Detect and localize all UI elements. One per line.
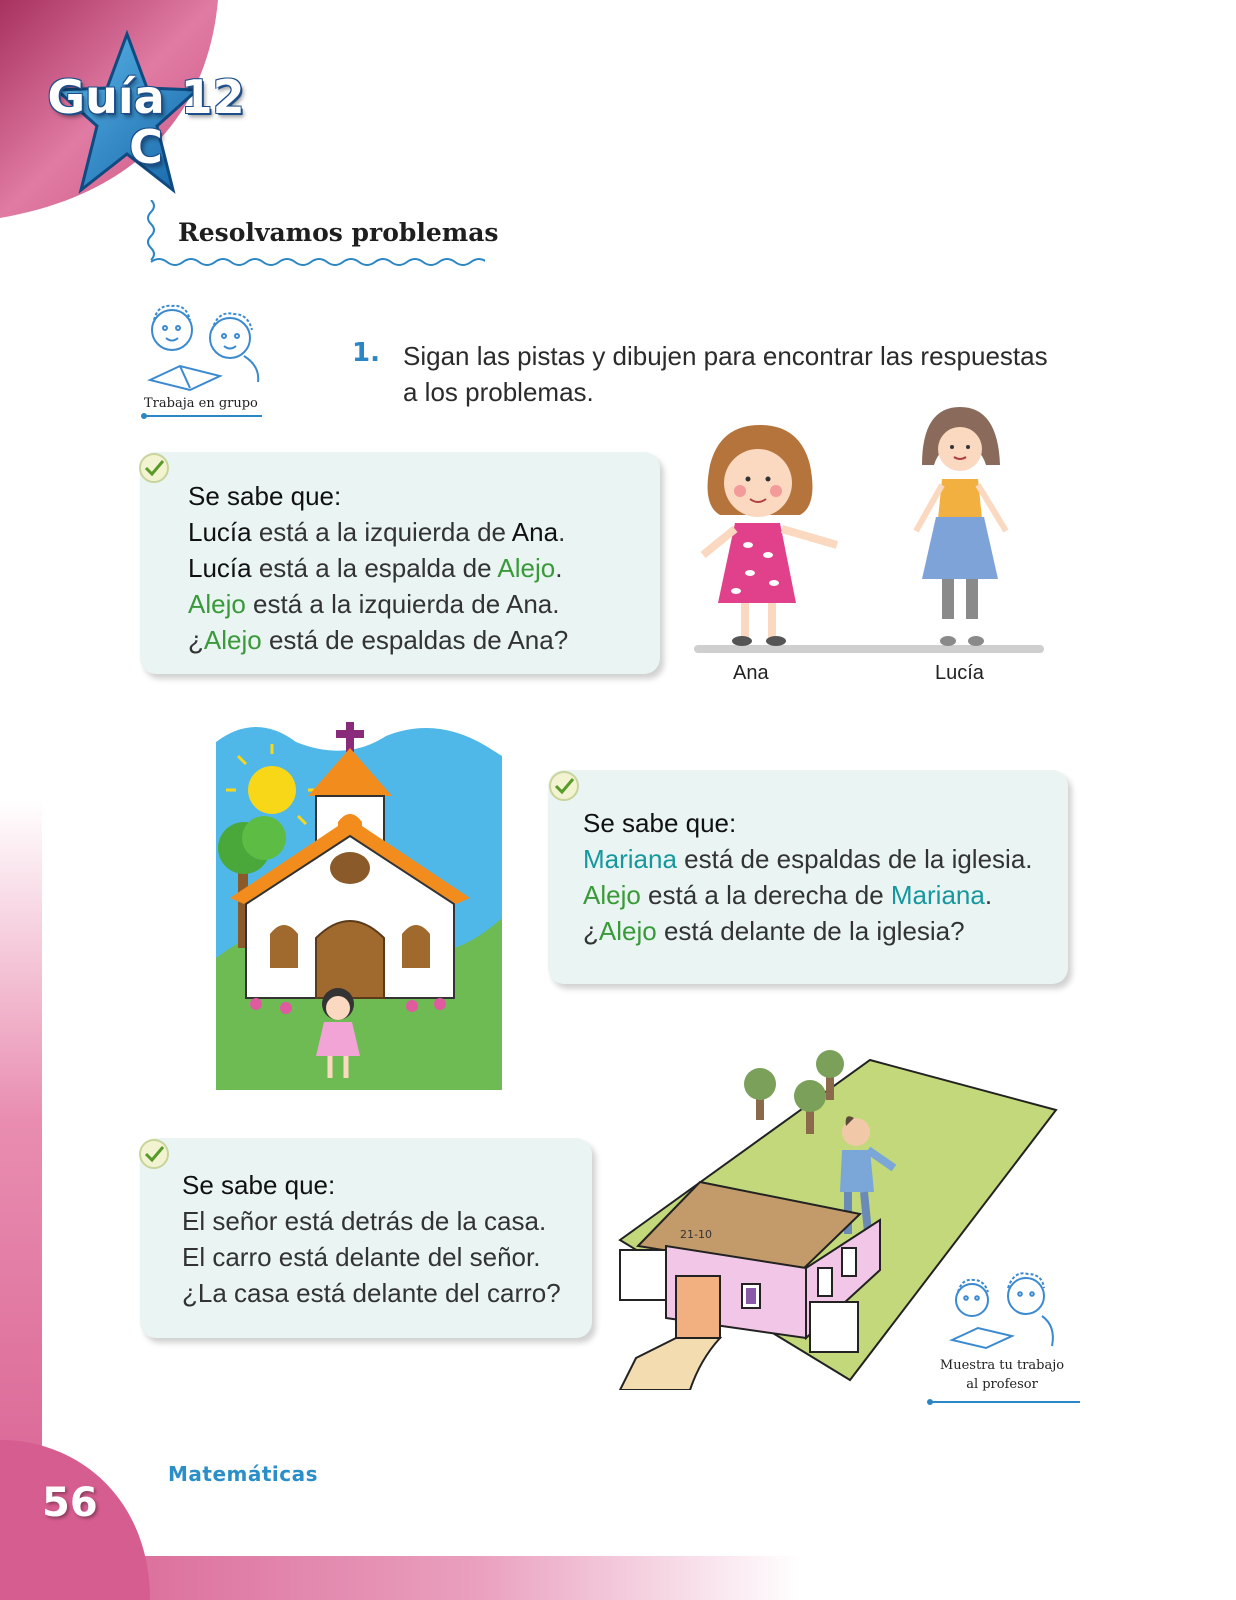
church-illustration	[216, 718, 502, 1090]
clue-3-line-1: El señor está detrás de la casa.	[182, 1206, 547, 1236]
text: .	[984, 880, 993, 910]
clue-1-line-3	[188, 586, 648, 622]
text: está a la espalda de	[251, 553, 498, 583]
text: está a la izquierda de	[251, 517, 512, 547]
text: está a la izquierda de Ana.	[245, 589, 560, 619]
question-text: Sigan las pistas y dibujen para encontrar las respuestas a los problemas.	[403, 341, 1048, 407]
clue-card-3-text	[182, 1167, 592, 1311]
group-work-icon	[140, 300, 270, 395]
caption-line-1: Muestra tu trabajo	[939, 1358, 1065, 1373]
name-alejo: Alejo	[583, 880, 641, 910]
page-number: 56	[42, 1480, 98, 1526]
guide-letter: C	[129, 120, 163, 174]
girls-illustration	[690, 405, 1050, 665]
house-number: 21-10	[680, 1228, 712, 1241]
caption-line-2: al profesor	[966, 1377, 1038, 1392]
clue-card-1-heading: Se sabe que:	[188, 481, 342, 511]
ana-figure	[703, 425, 837, 646]
clue-3-line-3: ¿La casa está delante del carro?	[182, 1278, 561, 1308]
group-work-caption: Trabaja en grupo	[144, 396, 258, 411]
name-alejo: Alejo	[203, 625, 262, 655]
lucia-figure	[916, 407, 1006, 646]
clue-3-line-2: El carro está delante del señor.	[182, 1242, 541, 1272]
text: ¿	[583, 916, 599, 946]
guide-title	[46, 72, 246, 172]
name-mariana: Mariana	[583, 844, 677, 874]
text: está a la derecha de	[640, 880, 891, 910]
clue-card-1-text	[188, 478, 648, 658]
text: está delante de la iglesia?	[656, 916, 965, 946]
name-alejo: Alejo	[188, 589, 246, 619]
clue-card-3-heading: Se sabe que:	[182, 1170, 336, 1200]
name-lucia: Lucía	[188, 553, 252, 583]
group-work-block	[140, 300, 270, 425]
guide-number: Guía 12	[47, 70, 245, 124]
clue-2-line-2	[583, 877, 1053, 913]
check-icon	[138, 452, 170, 484]
show-teacher-icon	[946, 1270, 1058, 1354]
show-teacher-caption	[922, 1356, 1082, 1394]
question-number: 1.	[352, 338, 380, 368]
label-lucia: Lucía	[935, 662, 984, 684]
show-teacher-block	[922, 1270, 1082, 1410]
name-alejo: Alejo	[497, 553, 556, 583]
clue-2-line-3	[583, 913, 1053, 949]
caption-underline	[922, 1398, 1082, 1406]
text: .	[555, 553, 563, 583]
clue-1-line-4	[188, 622, 648, 658]
text: .	[558, 517, 566, 547]
name-ana: Ana	[511, 517, 559, 547]
check-icon	[548, 770, 580, 802]
section-title: Resolvamos problemas	[178, 218, 499, 247]
text: ¿	[188, 625, 204, 655]
caption-underline	[140, 412, 270, 420]
name-mariana: Mariana	[890, 880, 985, 910]
clue-1-line-1	[188, 514, 648, 550]
name-lucia: Lucía	[188, 517, 252, 547]
text: está de espaldas de la iglesia.	[676, 844, 1033, 874]
text: está de espaldas de Ana?	[261, 625, 569, 655]
check-icon	[138, 1138, 170, 1170]
clue-2-line-1	[583, 841, 1053, 877]
footer-subject: Matemáticas	[168, 1462, 319, 1486]
name-alejo: Alejo	[598, 916, 657, 946]
clue-1-line-2	[188, 550, 648, 586]
clue-card-2-heading: Se sabe que:	[583, 808, 737, 838]
label-ana: Ana	[733, 662, 769, 684]
clue-card-2-text	[583, 805, 1053, 949]
